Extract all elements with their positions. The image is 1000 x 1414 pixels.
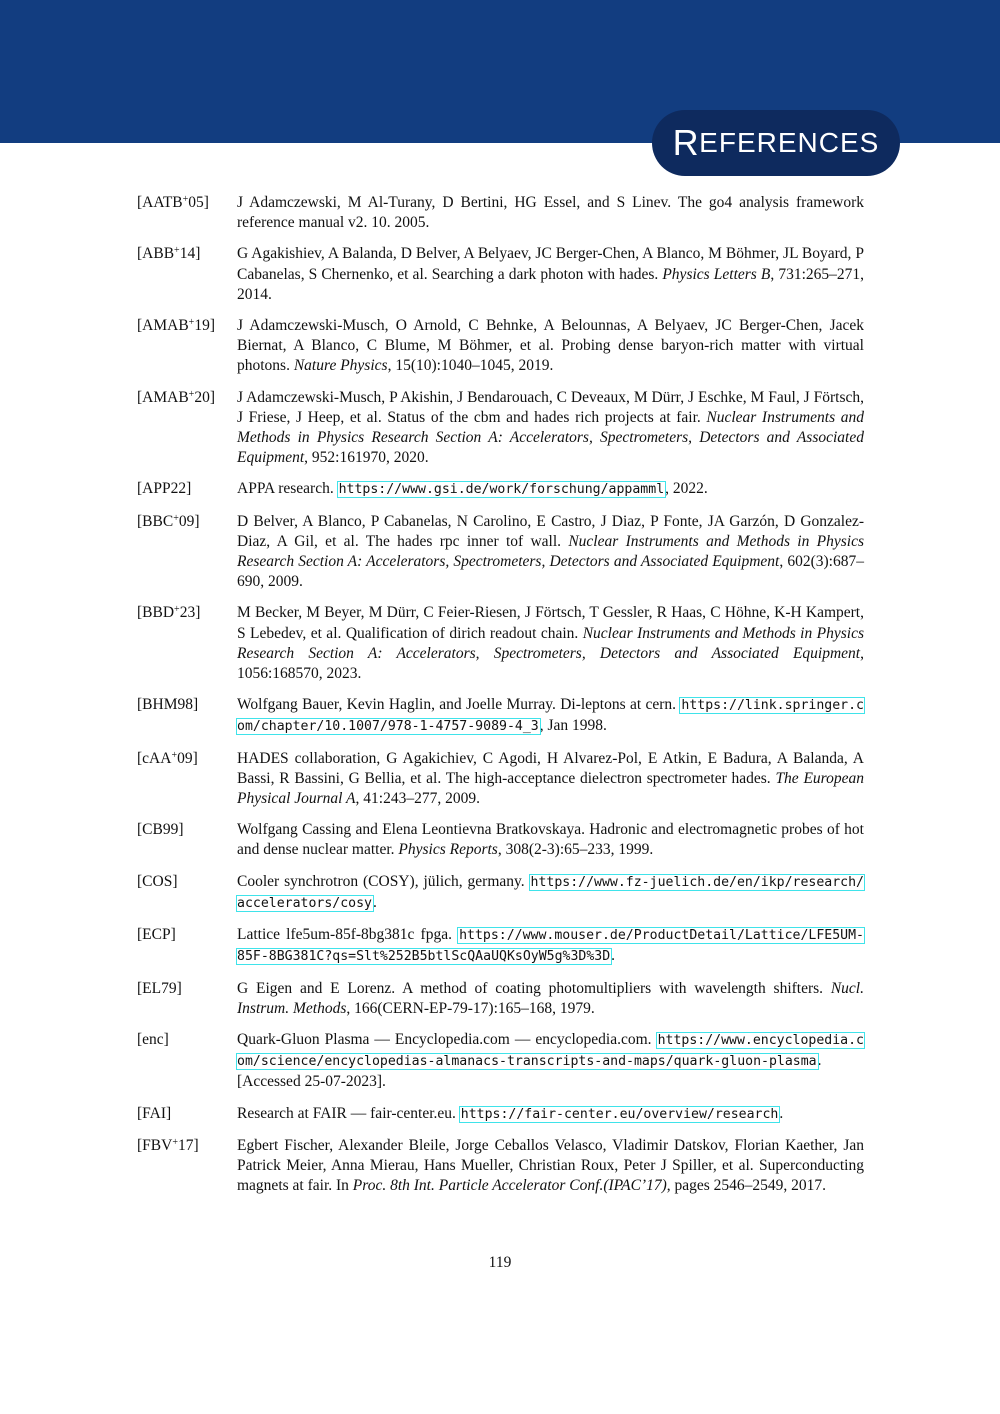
reference-authors: Egbert Fischer, Alexander Bleile, Jorge Ceballos Velasco, Vladimir Datskov, Florian Kaether, Jan Patrick Meier, Anna Mierau, Hans Mueller, Christian Roux, Peter J Spiller, et al. [237,1136,864,1174]
reference-tail: , 1056:168570, 2023. [237,644,864,683]
reference-key-base: [APP22] [137,480,192,498]
reference-key [137,479,191,499]
page-number: 119 [488,1254,512,1271]
reference-tail: . [372,893,377,911]
reference-entry [137,1104,864,1125]
reference-key-base: [ECP] [137,926,176,944]
reference-body [237,512,864,593]
reference-key [137,695,198,715]
reference-entry [137,820,864,860]
reference-tail: , 731:265–271, 2014. [237,265,865,303]
reference-authors: Lattice lfe5um-85f-8bg381c fpga. [237,926,459,944]
reference-entry [137,193,864,233]
reference-key-base: [ABB [137,245,175,263]
reference-key-sup: + [182,194,189,205]
reference-body [237,1104,864,1125]
reference-tail: , 952:161970, 2020. [304,449,429,467]
reference-entry [137,872,864,914]
reference-key [137,603,200,623]
reference-tail: , 2022. [665,480,708,498]
reference-body [237,1136,864,1197]
reference-link[interactable]: https://www.fz-juelich.de/en/ikp/research/accelerators/cosy [237,874,864,911]
reference-authors: HADES collaboration, G Agakichiev, C Agodi, H Alvarez-Pol, E Atkin, E Badura, A Balanda, A Bassi, R Bassini, G Bellia, et al. [237,749,864,787]
reference-key [137,872,177,892]
reference-venue: Nuclear Instruments and Methods in Physics Research Section A: Accelerators, Spectrometers, Detectors and Associated Equipment [237,408,864,467]
reference-entry [137,603,864,684]
chapter-title-tab [652,110,900,176]
reference-authors: D Belver, A Blanco, P Cabanelas, N Carolino, E Castro, J Diaz, P Fonte, JA Garzón, D Gonzalez-Diaz, A Gil, et al. [237,512,864,550]
reference-key-tail: 09] [178,512,200,530]
chapter-title-rest: EFERENCES [699,127,880,158]
reference-tail: , Jan 1998. [539,717,607,735]
reference-key [137,749,198,769]
reference-entry [137,479,864,500]
reference-tail: . [Accessed 25-07-2023]. [237,1052,822,1091]
reference-venue: Physics Letters B [662,265,771,283]
reference-body [237,695,864,737]
reference-key-base: [BBC [137,512,174,530]
reference-entry [137,979,864,1019]
reference-title: Searching a dark photon with hades. [431,265,663,283]
reference-entry [137,925,864,967]
reference-title: Superconducting magnets at fair. In [237,1156,864,1195]
reference-tail: , 308(2-3):65–233, 1999. [497,841,654,859]
reference-entry [137,388,864,469]
reference-key [137,1030,169,1050]
reference-entry [137,1030,864,1093]
reference-key-sup: + [188,317,195,329]
reference-body [237,193,864,233]
reference-authors: APPA research. [237,480,338,498]
reference-authors: Wolfgang Cassing and Elena Leontievna Bratkovskaya. [237,821,590,839]
reference-venue: Proc. 8th Int. Particle Accelerator Conf.(IPAC’17) [352,1177,667,1195]
chapter-title-initial: R [672,122,700,163]
reference-key [137,193,209,213]
reference-body [237,925,864,967]
reference-tail: , 15(10):1040–1045, 2019. [387,357,554,375]
reference-entry [137,512,864,593]
reference-venue: Physics Reports [398,841,498,859]
reference-key [137,1136,199,1156]
reference-authors: G Agakishiev, A Balanda, D Belver, A Belyaev, JC Berger-Chen, A Blanco, M Böhmer, JL Boyard, P Cabanelas, S Chernenko, et al. [237,245,864,283]
reference-key-tail: 14] [179,245,201,263]
reference-venue: The European Physical Journal A [237,769,864,808]
reference-key-tail: 09] [177,749,198,767]
reference-key-sup: + [174,604,180,616]
reference-key-sup: + [188,388,195,400]
reference-key-tail: 05] [188,194,209,211]
reference-tail: , pages 2546–2549, 2017. [666,1177,827,1195]
reference-key-sup: + [173,512,179,524]
reference-venue: Nuclear Instruments and Methods in Physics Research Section A: Accelerators, Spectrometers, Detectors and Associated Equipment [237,624,865,662]
reference-authors: J Adamczewski-Musch, O Arnold, C Behnke, A Belounnas, A Belyaev, JC Berger-Chen, Jacek Biernat, A Blanco, C Blume, M Böhmer, et al. [237,317,864,355]
reference-title: The go4 analysis framework reference manual v2. 10. 2005. [237,194,864,232]
reference-authors: M Becker, M Beyer, M Dürr, C Feier-Riesen, J Förtsch, T Gessler, R Haas, C Höhne, K-H Kampert, S Lebedev, et al. [237,604,864,642]
reference-key-tail: 23] [179,604,201,622]
reference-venue: Nature Physics [293,357,388,375]
reference-key-tail: 17] [177,1136,199,1154]
reference-tail: , 166(CERN-EP-79-17):165–168, 1979. [346,999,595,1017]
reference-authors: Quark-Gluon Plasma — Encyclopedia.com — encyclopedia.com. [237,1030,657,1048]
reference-key-base: [COS] [137,872,178,890]
reference-title: Hadronic and electromagnetic probes of hot and dense nuclear matter. [237,821,864,859]
reference-body [237,603,864,684]
reference-entry [137,1136,864,1197]
reference-title: Qualification of dirich readout chain. [345,624,583,642]
reference-authors: Research at FAIR — fair-center.eu. [237,1104,460,1122]
reference-title: Probing dense baryon-rich matter with virtual photons. [237,337,864,375]
reference-key-base: [enc] [137,1030,169,1048]
reference-key [137,925,176,945]
reference-key-base: [EL79] [137,979,182,997]
reference-link[interactable]: https://www.gsi.de/work/forschung/appamml [338,482,665,498]
reference-key-tail: 19] [194,317,215,335]
reference-link[interactable]: https://www.mouser.de/ProductDetail/Lattice/LFE5UM-85F-8BG381C?qs=Slt%252B5btlScQAaUQKsOyW5g%3D%3D [237,928,864,965]
reference-venue: Nuclear Instruments and Methods in Physics Research Section A: Accelerators, Spectrometers, Detectors and Associated Equipment [237,532,864,571]
reference-entry [137,695,864,737]
reference-title: The hades rpc inner tof wall. [365,532,569,550]
reference-link[interactable]: https://www.encyclopedia.com/science/encyclopedias-almanacs-transcripts-and-maps/quark-gluon-plasma [237,1032,864,1070]
reference-link[interactable]: https://fair-center.eu/overview/research [460,1106,779,1122]
reference-key [137,1104,171,1124]
reference-list [137,193,864,1207]
reference-key-base: [FAI] [137,1104,172,1122]
reference-key-tail: 20] [194,388,215,406]
reference-key-base: [CB99] [137,821,184,839]
reference-authors: G Eigen and E Lorenz. [237,979,403,997]
reference-key-base: [AMAB [137,388,189,406]
reference-body [237,1030,864,1093]
reference-body [237,388,864,469]
reference-tail: , 602(3):687–690, 2009. [237,553,864,591]
reference-key-sup: + [171,749,178,761]
reference-entry [137,244,864,305]
reference-key-base: [BHM98] [137,696,199,714]
reference-body [237,820,864,860]
reference-key [137,316,215,336]
reference-key-base: [AMAB [137,317,189,335]
reference-venue: Nucl. Instrum. Methods [237,979,864,1017]
reference-authors: J Adamczewski-Musch, P Akishin, J Bendarouach, C Deveaux, M Dürr, J Eschke, M Faul, J Förtsch, J Friese, J Heep, et al. [237,388,864,426]
reference-key [137,512,200,532]
reference-body [237,979,864,1019]
reference-entry [137,316,864,377]
reference-tail: . [611,947,616,965]
reference-key-base: [cAA [137,749,172,767]
reference-key-base: [AATB [137,194,183,211]
reference-tail: , 41:243–277, 2009. [355,790,480,808]
reference-tail: . [779,1104,784,1122]
reference-authors: Cooler synchrotron (COSY), jülich, germany. [237,872,530,890]
reference-body [237,244,864,305]
reference-body [237,872,864,914]
reference-body [237,316,864,377]
reference-authors: J Adamczewski, M Al-Turany, D Bertini, HG Essel, and S Linev. [237,194,678,211]
reference-key [137,820,184,840]
reference-key-base: [FBV [137,1136,173,1154]
reference-key [137,979,182,999]
reference-title: The high-acceptance dielectron spectrometer hades. [445,769,776,787]
reference-title: A method of coating photomultipliers with wavelength shifters. [402,979,831,997]
reference-key-base: [BBD [137,604,175,622]
reference-key-sup: + [172,1136,178,1148]
reference-body [237,749,864,810]
reference-entry [137,749,864,810]
reference-key [137,244,200,264]
reference-body [237,479,864,500]
reference-key-sup: + [174,245,180,257]
reference-link[interactable]: https://link.springer.com/chapter/10.1007/978-1-4757-9089-4_3 [237,698,864,735]
reference-authors: Wolfgang Bauer, Kevin Haglin, and Joelle Murray. Di-leptons at cern. [237,696,681,714]
reference-key [137,388,215,408]
reference-title: Status of the cbm and hades rich projects at fair. [387,408,707,426]
